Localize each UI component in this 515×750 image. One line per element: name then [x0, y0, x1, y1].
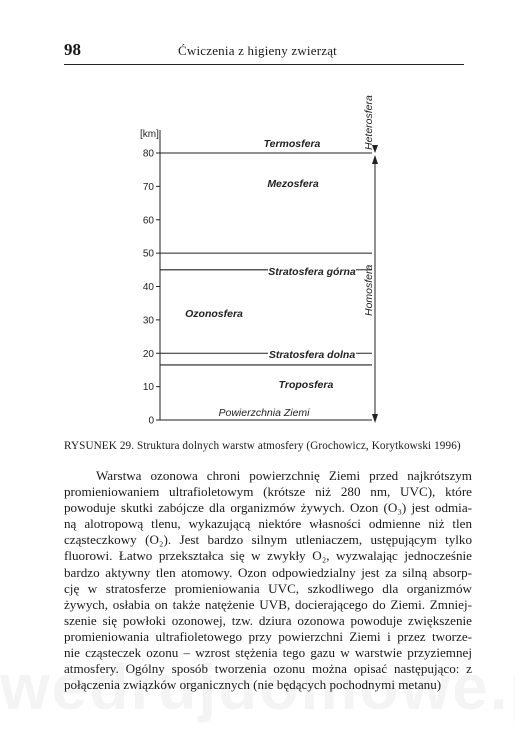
- body-line: atmosfery. Ogólny sposób tworzenia ozonu można opisać następująco: z: [64, 661, 472, 677]
- y-tick-label: 30: [142, 315, 154, 327]
- layer-label-ozonosfera: Ozonosfera: [185, 308, 243, 320]
- y-tick-label: 10: [142, 382, 154, 394]
- y-tick-label: 80: [142, 148, 154, 160]
- layer-label-termosfera: Termosfera: [263, 138, 321, 150]
- watermark-logo: [0, 650, 515, 724]
- layer-label-stratosfera-gorna: Stratosfera górna: [268, 266, 356, 278]
- body-line: powoduje skutki zabójcze dla organizmów żywych. Ozon (O₃) jest odmia-: [64, 500, 472, 516]
- body-line: cząsteczkowy (O₂). Jest bardzo silnym utleniaczem, ustępującym tylko: [64, 532, 472, 548]
- tick-group: [143, 149, 160, 427]
- layer-label-powierzchnia: Powierzchnia Ziemi: [218, 407, 310, 419]
- y-tick-label: 50: [142, 248, 154, 260]
- y-tick-label: 70: [142, 181, 154, 193]
- page-number: 98: [64, 40, 81, 59]
- body-line: ną alotropową tlenu, wykazującą niektóre własności odmienne niż tlen: [64, 516, 472, 532]
- layer-label-mezosfera: Mezosfera: [267, 178, 319, 190]
- layer-label-stratosfera-dolna: Stratosfera dolna: [268, 349, 356, 361]
- span-label-homosfera: Homosfera: [363, 264, 375, 316]
- body-line: promieniowania ultrafioletowego przy powierzchni Ziemi i przez tworze-: [64, 628, 472, 644]
- span-label-heterosfera: Heterosfera: [363, 95, 375, 150]
- boundary-lines: [160, 153, 372, 420]
- body-line: nie cząsteczek ozonu – wzrost stężenia tego gazu w warstwie przyziemnej: [64, 645, 472, 661]
- body-line: promieniowaniem ultrafioletowym (krótsze niż 280 nm, UVC), które: [64, 484, 472, 500]
- y-tick-label: 60: [142, 215, 154, 227]
- y-tick-label: 0: [148, 415, 154, 427]
- running-title: Ćwiczenia z higieny zwierząt: [178, 43, 337, 58]
- homosfera-arrow-head-bottom: [372, 414, 378, 423]
- layer-label-troposfera: Troposfera: [278, 379, 334, 391]
- body-line: bardzo aktywny tlen atomowy. Ozon odpowiedzialny jest za silną absorp-: [64, 564, 472, 580]
- body-line: fluorowi. Łatwo przekształca się w zwykły O₂, wyzwalając jednocześnie: [64, 548, 472, 564]
- y-tick-label: 20: [142, 348, 154, 360]
- y-tick-label: 40: [142, 282, 154, 293]
- body-line: połączenia związków organicznych (nie będących pochodnymi metanu): [64, 677, 442, 693]
- axis-unit-label: [km]: [140, 129, 159, 140]
- homosfera-arrow-head-top: [372, 155, 378, 164]
- figure-caption: RYSUNEK 29. Struktura dolnych warstw atmosfery (Grochowicz, Korytkowski 1996): [64, 440, 461, 452]
- body-line: cję w stratosferze promieniowania UVC, szkodliwego dla organizmów: [64, 580, 472, 596]
- body-line: szenie się powłoki ozonowej, tzw. dziura ozonowa powoduje zwiększenie: [64, 612, 472, 628]
- body-line: Warstwa ozonowa chroni powierzchnię Ziemi przed najkrótszym: [96, 468, 472, 483]
- body-line: żywych, osłabia on także natężenie UVB, docierającego do Ziemi. Zmniej-: [64, 596, 472, 612]
